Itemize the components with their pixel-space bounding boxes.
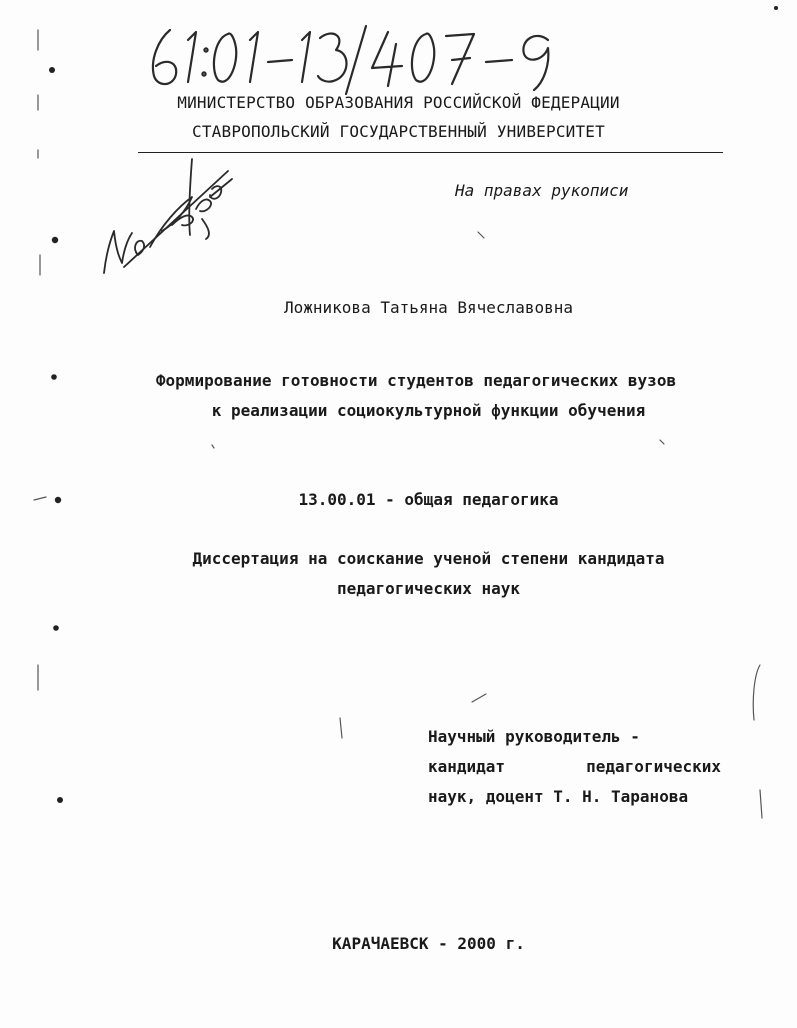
supervisor-line-2-right: педагогических [586, 757, 721, 776]
degree-line-1: Диссертация на соискание ученой степени кандидата [192, 549, 665, 568]
supervisor-line-1: Научный руководитель - [428, 727, 640, 746]
supervisor-line-2-left: кандидат [428, 757, 506, 776]
dissertation-title-line-2: к реализации социокультурной функции обучения [211, 401, 646, 420]
university-heading: СТАВРОПОЛЬСКИЙ ГОСУДАРСТВЕННЫЙ УНИВЕРСИТЕТ [192, 122, 605, 141]
author-name: Ложникова Татьяна Вячеславовна [284, 298, 573, 317]
ministry-heading: МИНИСТЕРСТВО ОБРАЗОВАНИЯ РОССИЙСКОЙ ФЕДЕРАЦИИ [177, 93, 620, 112]
degree-line-2: педагогических наук [336, 579, 521, 598]
supervisor-line-3: наук, доцент Т. Н. Таранова [428, 787, 689, 806]
dissertation-title-line-1: Формирование готовности студентов педагогических вузов [155, 371, 677, 390]
rights-note: На правах рукописи [455, 181, 629, 200]
city-year: КАРАЧАЕВСК - 2000 г. [332, 934, 525, 953]
specialty-code: 13.00.01 - общая педагогика [298, 490, 559, 509]
